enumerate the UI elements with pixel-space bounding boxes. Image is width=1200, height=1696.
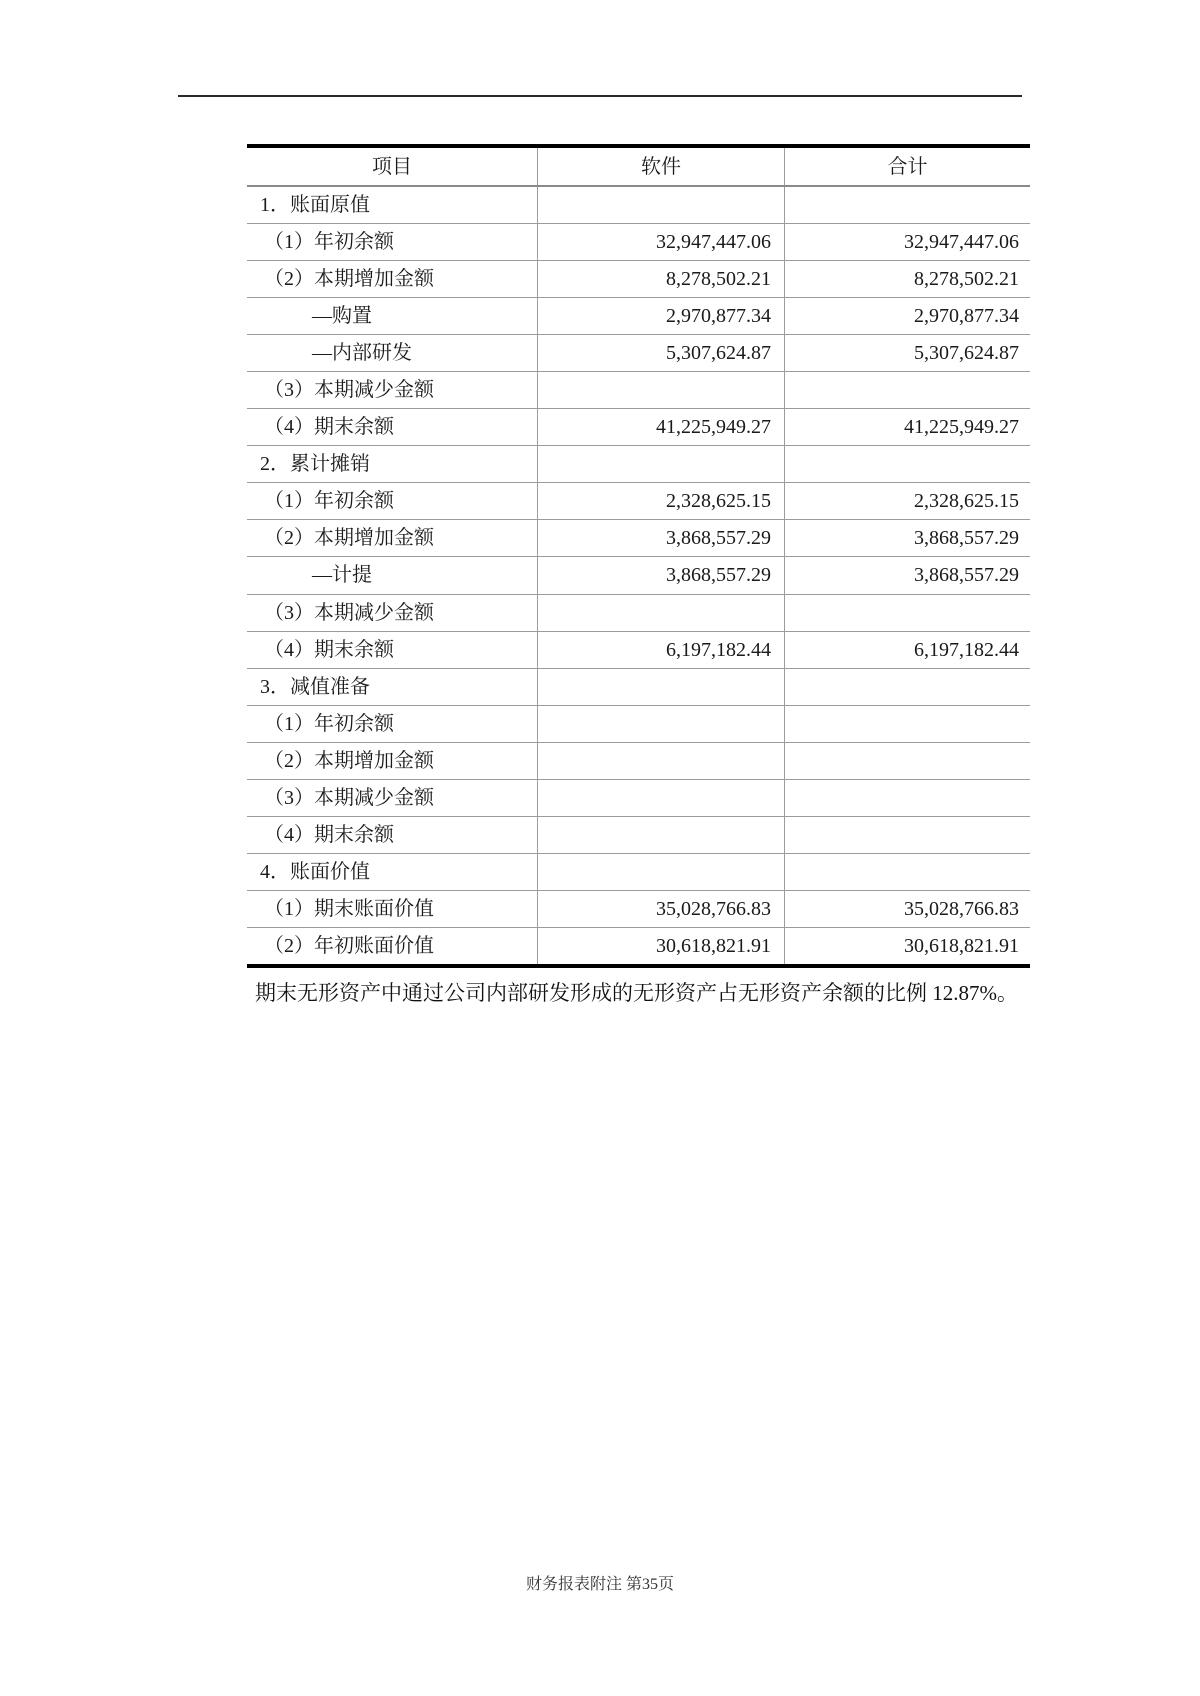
row-label: （3）本期减少金额 [247, 372, 538, 408]
row-label: （2）本期增加金额 [247, 520, 538, 556]
row-label: （2）本期增加金额 [247, 261, 538, 297]
row-value-software: 30,618,821.91 [538, 928, 785, 964]
row-value-software: 3,868,557.29 [538, 520, 785, 556]
row-label: （1）年初余额 [247, 483, 538, 519]
table-row [247, 446, 1030, 483]
row-value-software [538, 595, 785, 631]
table-row [247, 483, 1030, 520]
row-value-total [785, 372, 1030, 408]
row-value-total: 32,947,447.06 [904, 231, 1019, 254]
row-value-software: 41,225,949.27 [538, 409, 785, 445]
row-label: —计提 [247, 557, 538, 593]
row-value-software [538, 854, 785, 890]
row-value-software: 32,947,447.06 [538, 224, 785, 260]
row-value-software [538, 372, 785, 408]
column-header-item: 项目 [247, 148, 538, 185]
row-value-total [785, 446, 1030, 482]
row-value-software: 8,278,502.21 [538, 261, 785, 297]
row-label: —内部研发 [247, 335, 538, 371]
table-row [247, 780, 1030, 817]
row-label: （1）年初余额 [247, 706, 538, 742]
row-value-total: 2,328,625.15 [914, 490, 1019, 513]
table-row [247, 335, 1030, 372]
row-value-software [538, 446, 785, 482]
table-row [247, 224, 1030, 261]
intangible-assets-table [247, 144, 1030, 968]
row-value-software: 5,307,624.87 [538, 335, 785, 371]
table-row [247, 854, 1030, 891]
row-label: —购置 [247, 298, 538, 334]
row-value-software: 2,970,877.34 [538, 298, 785, 334]
row-value-total: 3,868,557.29 [914, 527, 1019, 550]
row-label: （1）年初余额 [247, 224, 538, 260]
column-header-software: 软件 [538, 148, 785, 185]
row-value-total: 2,970,877.34 [914, 305, 1019, 328]
row-value-total [785, 743, 1030, 779]
table-row [247, 261, 1030, 298]
row-label: （3）本期减少金额 [247, 780, 538, 816]
row-value-software [538, 817, 785, 853]
table-row [247, 632, 1030, 669]
table-row [247, 891, 1030, 928]
note-text: 期末无形资产中通过公司内部研发形成的无形资产占无形资产余额的比例 12.87%。 [255, 981, 1018, 1005]
row-label: （3）本期减少金额 [247, 595, 538, 631]
row-value-software [538, 187, 785, 223]
row-value-software [538, 669, 785, 705]
row-value-total: 5,307,624.87 [914, 342, 1019, 365]
table-row [247, 372, 1030, 409]
table-row [247, 557, 1030, 594]
page-footer: 财务报表附注 第35页 [525, 1576, 674, 1593]
row-value-software: 3,868,557.29 [538, 557, 785, 593]
row-label: 3．减值准备 [247, 669, 538, 705]
row-label: （1）期末账面价值 [247, 891, 538, 927]
table-row [247, 187, 1030, 224]
row-value-software [538, 706, 785, 742]
table-row [247, 743, 1030, 780]
row-value-total [785, 780, 1030, 816]
row-value-total: 3,868,557.29 [914, 564, 1019, 587]
row-value-software [538, 743, 785, 779]
row-value-total [785, 817, 1030, 853]
row-label: （2）年初账面价值 [247, 928, 538, 964]
row-value-total: 6,197,182.44 [914, 638, 1019, 661]
row-value-software: 35,028,766.83 [538, 891, 785, 927]
row-value-software [538, 780, 785, 816]
table-row [247, 817, 1030, 854]
table-row [247, 669, 1030, 706]
column-header-total: 合计 [887, 155, 928, 178]
row-label: 1．账面原值 [247, 187, 538, 223]
row-value-total: 8,278,502.21 [914, 268, 1019, 291]
row-label: （4）期末余额 [247, 409, 538, 445]
page-header-rule [178, 95, 1022, 97]
row-value-total [785, 706, 1030, 742]
table-row [247, 595, 1030, 632]
row-value-total [785, 595, 1030, 631]
table-row [247, 520, 1030, 557]
row-label: （4）期末余额 [247, 817, 538, 853]
row-value-software: 6,197,182.44 [538, 632, 785, 668]
row-value-total: 35,028,766.83 [904, 897, 1019, 920]
table-row [247, 409, 1030, 446]
table-header-row [247, 148, 1030, 187]
table-row [247, 298, 1030, 335]
row-label: （2）本期增加金额 [247, 743, 538, 779]
row-value-total: 30,618,821.91 [904, 934, 1019, 957]
row-label: 2．累计摊销 [247, 446, 538, 482]
row-value-total [785, 669, 1030, 705]
row-label: 4．账面价值 [247, 854, 538, 890]
row-value-total [785, 854, 1030, 890]
table-row [247, 928, 1030, 964]
table-row [247, 706, 1030, 743]
row-value-total: 41,225,949.27 [904, 416, 1019, 439]
row-value-software: 2,328,625.15 [538, 483, 785, 519]
row-label: （4）期末余额 [247, 632, 538, 668]
row-value-total [785, 187, 1030, 223]
